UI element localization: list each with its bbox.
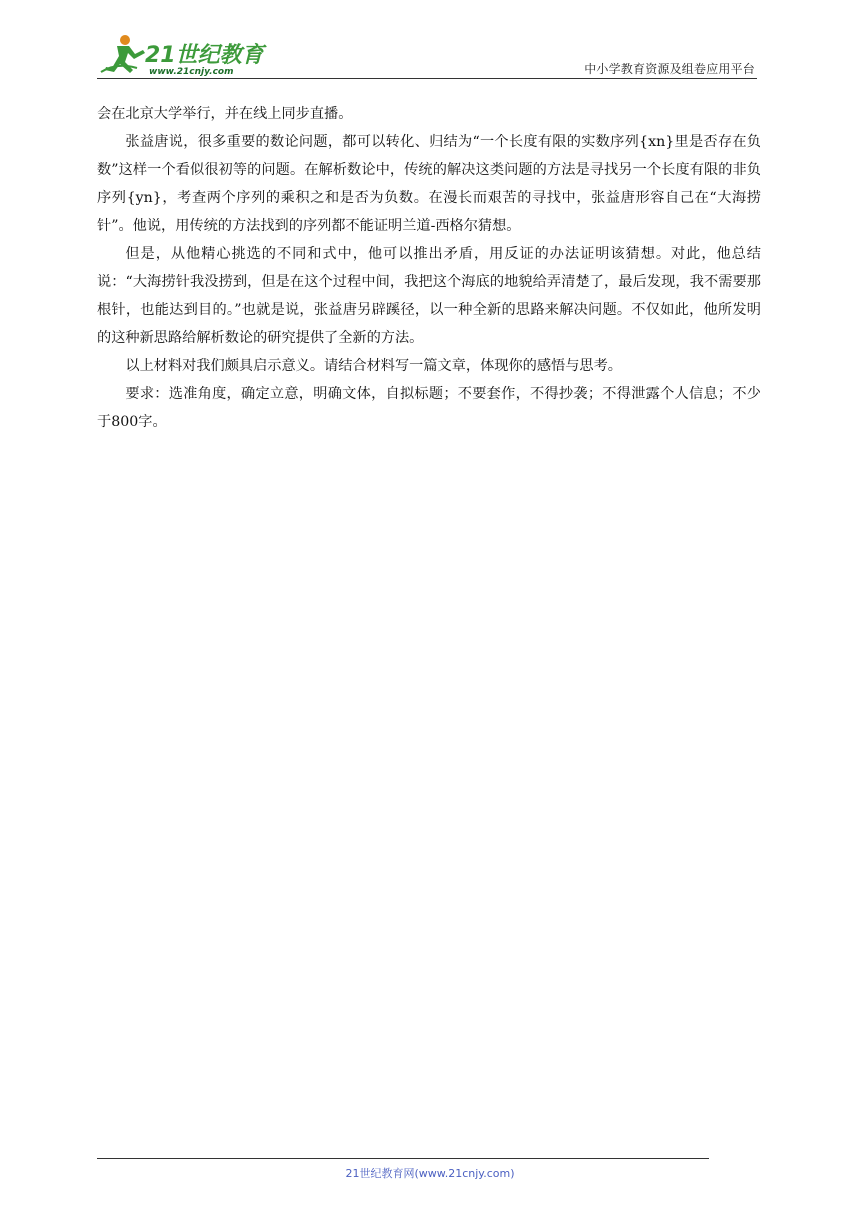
paragraph-2: 张益唐说，很多重要的数论问题，都可以转化、归结为“一个长度有限的实数序列{xn}里是否存在负数”这样一个看似很初等的问题。在解析数论中，传统的解决这类问题的方法是寻找另一个长度有限的非负序列{yn}，考查两个序列的乘积之和是否为负数。在漫长而艰苦的寻找中，张益唐形容自己在“大海捞针”。他说，用传统的方法找到的序列都不能证明兰道-西格尔猜想。 (97, 134, 761, 234)
logo (97, 32, 267, 78)
page-header (97, 32, 757, 80)
paragraph-5: 要求：选准角度，确定立意，明确文体，自拟标题；不要套作，不得抄袭；不得泄露个人信息；不少于800字。 (97, 386, 761, 430)
paragraph-4: 以上材料对我们颇具启示意义。请结合材料写一篇文章，体现你的感悟与思考。 (125, 358, 622, 374)
paragraph-3: 但是，从他精心挑选的不同和式中，他可以推出矛盾，用反证的办法证明该猜想。对此，他总结说：“大海捞针我没捞到，但是在这个过程中间，我把这个海底的地貌给弄清楚了，最后发现，我不需要那根针，也能达到目的。”也就是说，张益唐另辟蹊径，以一种全新的思路来解决问题。不仅如此，他所发明的这种新思路给解析数论的研究提供了全新的方法。 (97, 246, 761, 346)
logo-url: www.21cnjy.com (149, 67, 234, 77)
header-platform-text: 中小学教育资源及组卷应用平台 (584, 62, 755, 76)
document-body (97, 100, 761, 436)
logo-title: 21世纪教育 (145, 43, 264, 68)
paragraph-1: 会在北京大学举行，并在线上同步直播。 (97, 106, 353, 122)
footer-divider (97, 1158, 709, 1159)
runner-icon (101, 35, 145, 73)
footer-link[interactable]: 21世纪教育网(www.21cnjy.com) (345, 1167, 515, 1180)
header-divider (97, 78, 757, 79)
